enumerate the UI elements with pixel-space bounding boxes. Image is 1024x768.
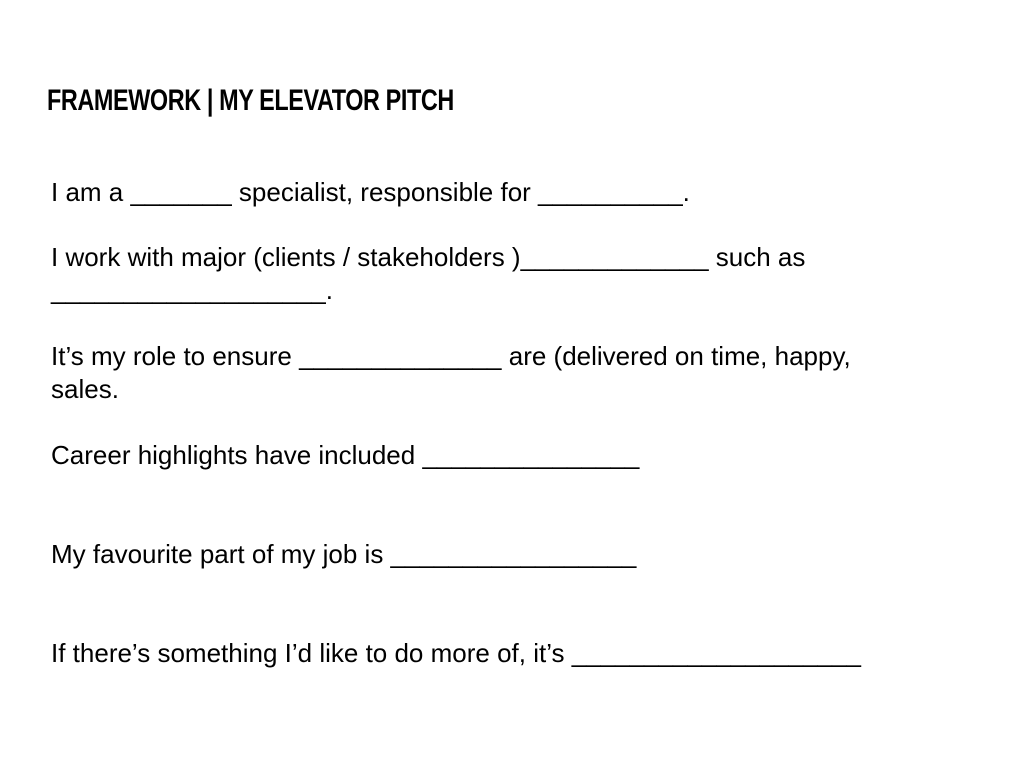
pitch-line-ensure: It’s my role to ensure ______________ are (delivered on time, happy, sales. — [51, 341, 851, 404]
slide-title: FRAMEWORK | MY ELEVATOR PITCH — [47, 84, 454, 117]
pitch-line-highlights: Career highlights have included _______________ — [51, 440, 640, 470]
pitch-lines — [51, 176, 951, 670]
pitch-line-favourite: My favourite part of my job is _________________ — [51, 539, 637, 569]
pitch-line-clients: I work with major (clients / stakeholders )_____________ such as ___________________. — [51, 242, 806, 305]
pitch-line-role: I am a _______ specialist, responsible for __________. — [51, 177, 690, 207]
pitch-line-more-of: If there’s something I’d like to do more of, it’s ____________________ — [51, 638, 861, 668]
